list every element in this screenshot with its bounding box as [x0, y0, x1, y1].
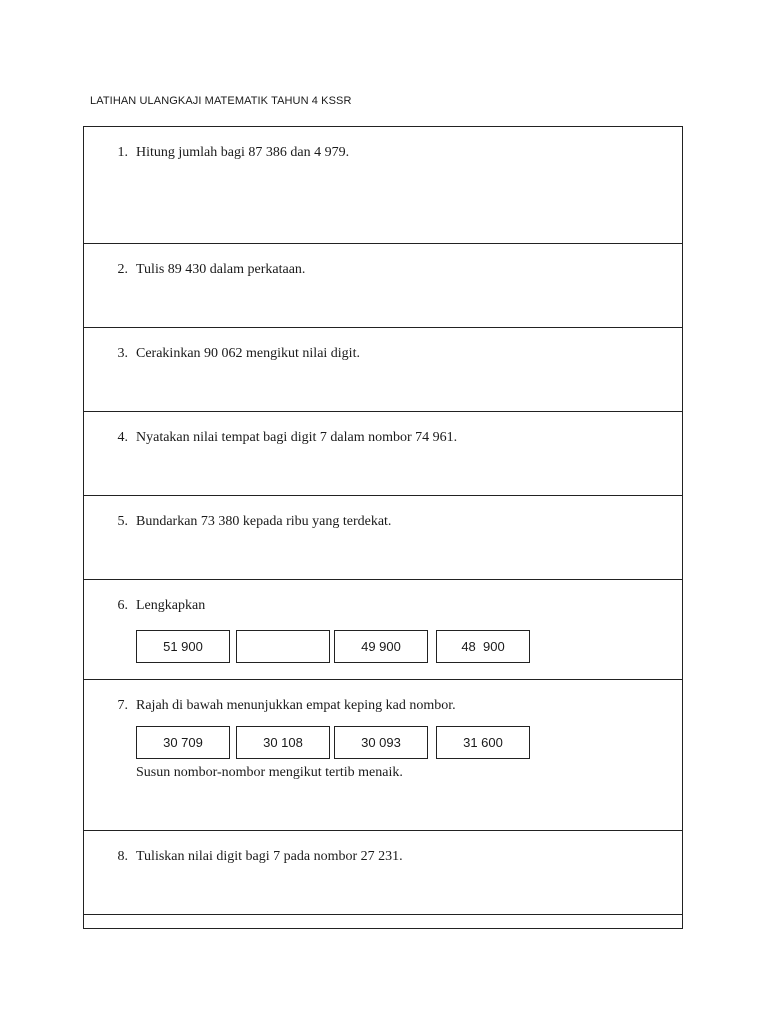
number-card: 30 093 [334, 726, 428, 759]
question-number: 4. [117, 430, 128, 445]
question-number: 6. [117, 598, 128, 613]
question-text: Hitung jumlah bagi 87 386 dan 4 979. [136, 145, 350, 160]
question-number: 7. [117, 698, 128, 713]
sequence-box: 51 900 [136, 630, 230, 663]
number-card: 30 108 [236, 726, 330, 759]
question-text: Cerakinkan 90 062 mengikut nilai digit. [136, 346, 360, 361]
question-row-4 [84, 412, 682, 496]
question-row-8 [84, 831, 682, 915]
question-row-2 [84, 244, 682, 328]
question-number: 1. [117, 145, 128, 160]
question-text: Tuliskan nilai digit bagi 7 pada nombor 27 231. [136, 849, 403, 864]
page-title: LATIHAN ULANGKAJI MATEMATIK TAHUN 4 KSSR [90, 95, 352, 107]
sequence-answer-box[interactable] [236, 630, 330, 663]
number-card: 31 600 [436, 726, 530, 759]
question-row-7 [84, 680, 682, 831]
question-number: 3. [117, 346, 128, 361]
question-row-5 [84, 496, 682, 580]
question-table [83, 126, 683, 929]
question-text: Bundarkan 73 380 kepada ribu yang terdekat. [136, 514, 392, 529]
question-number: 2. [117, 262, 128, 277]
sequence-box: 48 900 [436, 630, 530, 663]
question-number: 8. [117, 849, 128, 864]
question-instruction: Susun nombor-nombor mengikut tertib menaik. [136, 765, 403, 780]
sequence-box: 49 900 [334, 630, 428, 663]
question-row-6 [84, 580, 682, 680]
question-number: 5. [117, 514, 128, 529]
question-text: Tulis 89 430 dalam perkataan. [136, 262, 306, 277]
question-text: Rajah di bawah menunjukkan empat keping kad nombor. [136, 698, 456, 713]
number-card: 30 709 [136, 726, 230, 759]
question-text: Lengkapkan [136, 598, 206, 613]
question-row-1 [84, 127, 682, 244]
question-row-3 [84, 328, 682, 412]
question-text: Nyatakan nilai tempat bagi digit 7 dalam nombor 74 961. [136, 430, 458, 445]
